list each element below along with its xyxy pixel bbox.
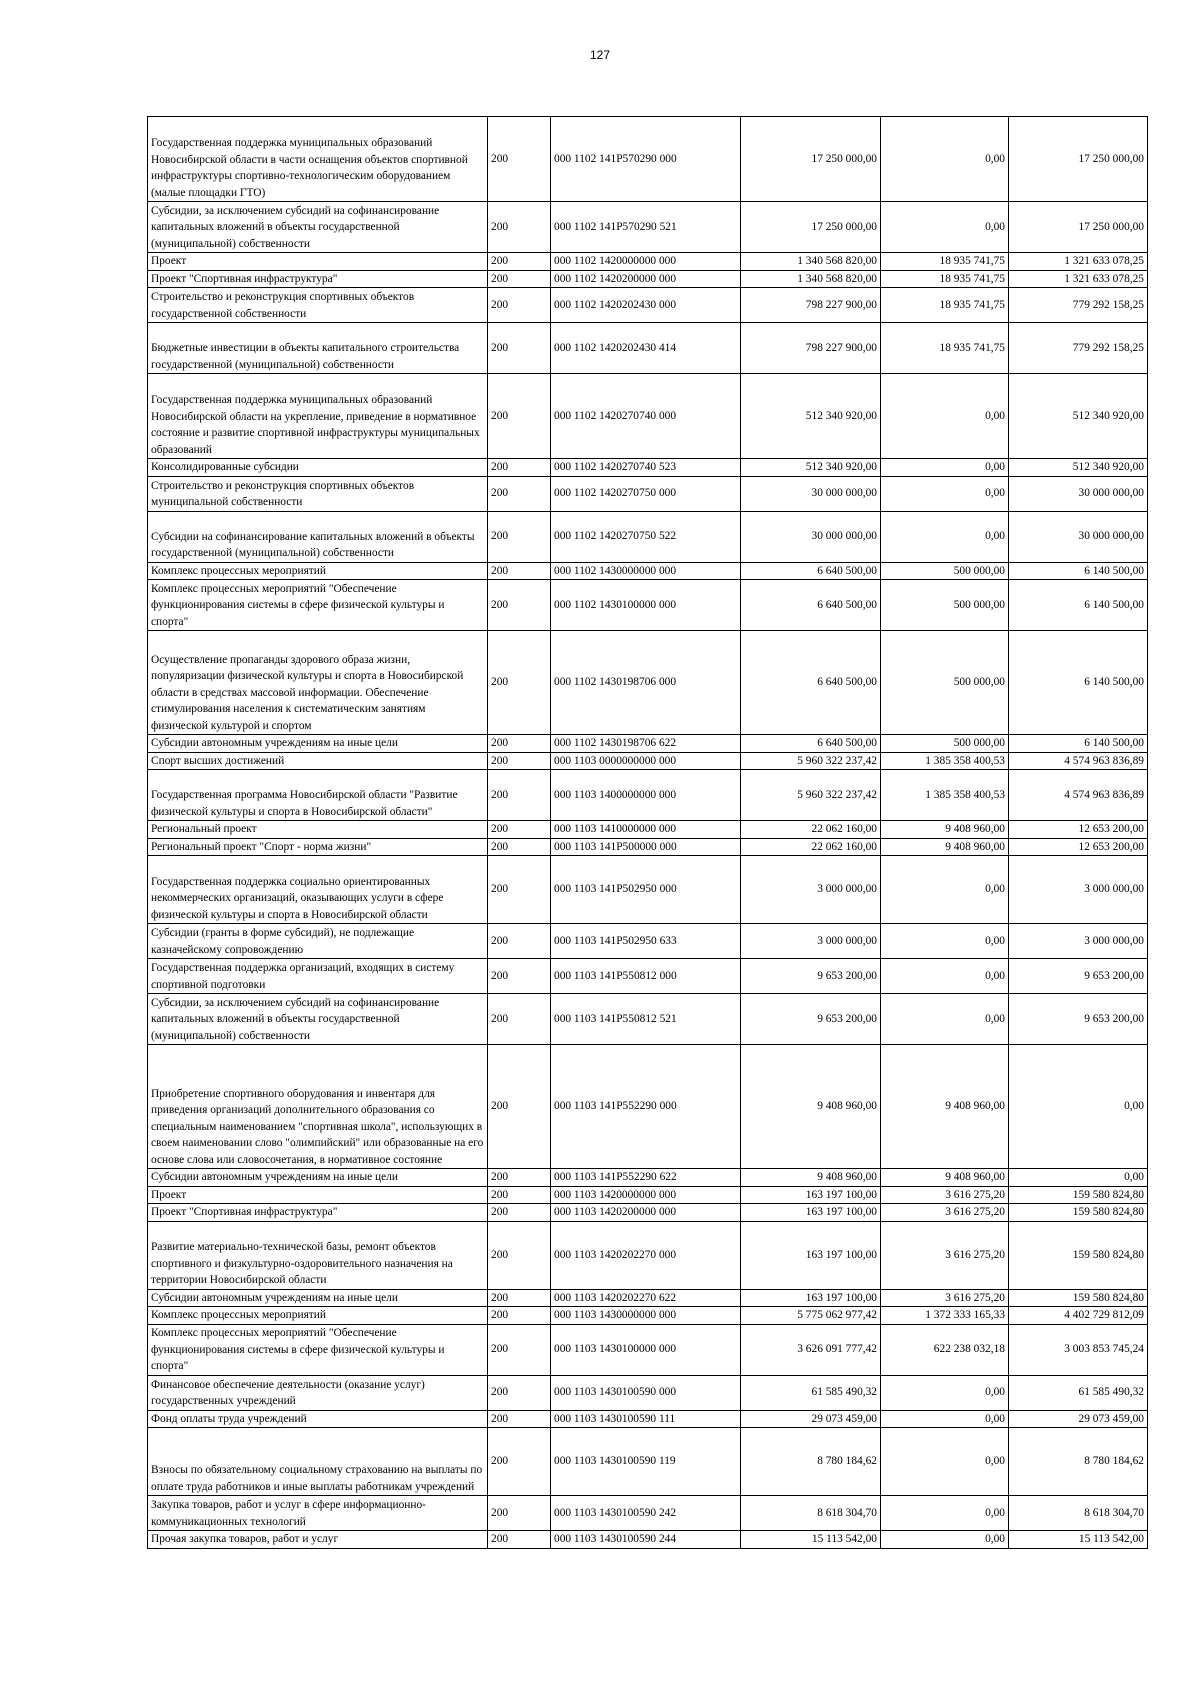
row-unexecuted-amount-cell: 12 653 200,00 xyxy=(1009,838,1148,856)
row-executed-amount-cell: 3 616 275,20 xyxy=(881,1204,1009,1222)
row-executed-amount-cell: 9 408 960,00 xyxy=(881,821,1009,839)
row-classification-code-cell: 000 1102 1420270750 522 xyxy=(551,511,741,562)
row-name-cell: Комплекс процессных мероприятий "Обеспечение функционирования системы в сфере физической культуры и спорта" xyxy=(148,580,488,631)
row-unexecuted-amount-cell: 1 321 633 078,25 xyxy=(1009,270,1148,288)
row-executed-amount-cell: 9 408 960,00 xyxy=(881,1169,1009,1187)
row-name-cell: Государственная поддержка муниципальных образований Новосибирской области на укрепление, приведение в нормативное состояние и развитие спортивной инфраструктуры муниципальных образований xyxy=(148,374,488,459)
row-name-cell: Проект "Спортивная инфраструктура" xyxy=(148,270,488,288)
row-unexecuted-amount-cell: 512 340 920,00 xyxy=(1009,374,1148,459)
row-name-cell: Государственная поддержка муниципальных образований Новосибирской области в части оснащения объектов спортивной инфраструктуры спортивно-технологическим оборудованием (малые площадки ГТО) xyxy=(148,117,488,202)
row-name-cell: Фонд оплаты труда учреждений xyxy=(148,1410,488,1428)
row-executed-amount-cell: 9 408 960,00 xyxy=(881,1045,1009,1169)
row-name-cell: Комплекс процессных мероприятий "Обеспечение функционирования системы в сфере физической культуры и спорта" xyxy=(148,1324,488,1375)
table-row xyxy=(148,752,1148,770)
row-name-cell: Субсидии автономным учреждениям на иные цели xyxy=(148,1169,488,1187)
row-executed-amount-cell: 0,00 xyxy=(881,1531,1009,1549)
row-name-cell: Строительство и реконструкция спортивных объектов государственной собственности xyxy=(148,288,488,323)
row-code-cell: 200 xyxy=(488,1221,551,1289)
row-unexecuted-amount-cell: 6 140 500,00 xyxy=(1009,580,1148,631)
table-row xyxy=(148,1186,1148,1204)
row-executed-amount-cell: 9 408 960,00 xyxy=(881,838,1009,856)
row-approved-amount-cell: 798 227 900,00 xyxy=(741,288,881,323)
row-executed-amount-cell: 3 616 275,20 xyxy=(881,1221,1009,1289)
row-code-cell: 200 xyxy=(488,323,551,374)
row-approved-amount-cell: 163 197 100,00 xyxy=(741,1204,881,1222)
table-row xyxy=(148,821,1148,839)
row-code-cell: 200 xyxy=(488,288,551,323)
row-executed-amount-cell: 0,00 xyxy=(881,1496,1009,1531)
row-approved-amount-cell: 163 197 100,00 xyxy=(741,1289,881,1307)
row-unexecuted-amount-cell: 779 292 158,25 xyxy=(1009,323,1148,374)
row-classification-code-cell: 000 1103 141P550812 521 xyxy=(551,994,741,1045)
row-code-cell: 200 xyxy=(488,1045,551,1169)
row-executed-amount-cell: 0,00 xyxy=(881,994,1009,1045)
row-executed-amount-cell: 500 000,00 xyxy=(881,735,1009,753)
table-row xyxy=(148,270,1148,288)
row-code-cell: 200 xyxy=(488,1169,551,1187)
row-executed-amount-cell: 0,00 xyxy=(881,117,1009,202)
row-name-cell: Региональный проект "Спорт - норма жизни" xyxy=(148,838,488,856)
row-unexecuted-amount-cell: 9 653 200,00 xyxy=(1009,959,1148,994)
row-classification-code-cell: 000 1103 1420202270 622 xyxy=(551,1289,741,1307)
row-approved-amount-cell: 30 000 000,00 xyxy=(741,511,881,562)
row-classification-code-cell: 000 1103 141P502950 000 xyxy=(551,856,741,924)
row-unexecuted-amount-cell: 159 580 824,80 xyxy=(1009,1289,1148,1307)
row-approved-amount-cell: 17 250 000,00 xyxy=(741,202,881,253)
row-name-cell: Субсидии, за исключением субсидий на софинансирование капитальных вложений в объекты государственной (муниципальной) собственности xyxy=(148,994,488,1045)
row-unexecuted-amount-cell: 159 580 824,80 xyxy=(1009,1186,1148,1204)
table-row xyxy=(148,1410,1148,1428)
row-classification-code-cell: 000 1103 1420000000 000 xyxy=(551,1186,741,1204)
table-row xyxy=(148,288,1148,323)
row-executed-amount-cell: 18 935 741,75 xyxy=(881,253,1009,271)
row-executed-amount-cell: 0,00 xyxy=(881,202,1009,253)
table-row xyxy=(148,1204,1148,1222)
table-row xyxy=(148,1496,1148,1531)
row-classification-code-cell: 000 1102 1420270750 000 xyxy=(551,476,741,511)
row-name-cell: Строительство и реконструкция спортивных объектов муниципальной собственности xyxy=(148,476,488,511)
row-classification-code-cell: 000 1102 1420000000 000 xyxy=(551,253,741,271)
row-executed-amount-cell: 3 616 275,20 xyxy=(881,1186,1009,1204)
row-classification-code-cell: 000 1102 1430100000 000 xyxy=(551,580,741,631)
row-code-cell: 200 xyxy=(488,253,551,271)
row-code-cell: 200 xyxy=(488,459,551,477)
table-row xyxy=(148,459,1148,477)
row-executed-amount-cell: 622 238 032,18 xyxy=(881,1324,1009,1375)
row-approved-amount-cell: 1 340 568 820,00 xyxy=(741,270,881,288)
row-code-cell: 200 xyxy=(488,856,551,924)
row-unexecuted-amount-cell: 1 321 633 078,25 xyxy=(1009,253,1148,271)
row-unexecuted-amount-cell: 4 574 963 836,89 xyxy=(1009,770,1148,821)
row-classification-code-cell: 000 1103 1430100590 119 xyxy=(551,1428,741,1496)
row-executed-amount-cell: 0,00 xyxy=(881,476,1009,511)
row-executed-amount-cell: 500 000,00 xyxy=(881,562,1009,580)
row-classification-code-cell: 000 1103 1430100590 000 xyxy=(551,1375,741,1410)
row-code-cell: 200 xyxy=(488,1324,551,1375)
page-number: 127 xyxy=(589,48,611,62)
row-name-cell: Закупка товаров, работ и услуг в сфере информационно-коммуникационных технологий xyxy=(148,1496,488,1531)
row-approved-amount-cell: 30 000 000,00 xyxy=(741,476,881,511)
table-row xyxy=(148,735,1148,753)
row-code-cell: 200 xyxy=(488,1410,551,1428)
row-code-cell: 200 xyxy=(488,1289,551,1307)
row-name-cell: Осуществление пропаганды здорового образа жизни, популяризации физической культуры и спорта в Новосибирской области в средствах массовой информации. Обеспечение стимулирования населения к систематическим занятиям физической культурой и спортом xyxy=(148,631,488,735)
row-code-cell: 200 xyxy=(488,838,551,856)
row-name-cell: Комплекс процессных мероприятий xyxy=(148,1307,488,1325)
row-unexecuted-amount-cell: 3 000 000,00 xyxy=(1009,924,1148,959)
row-name-cell: Государственная поддержка организаций, входящих в систему спортивной подготовки xyxy=(148,959,488,994)
row-executed-amount-cell: 0,00 xyxy=(881,959,1009,994)
row-approved-amount-cell: 9 653 200,00 xyxy=(741,959,881,994)
row-approved-amount-cell: 22 062 160,00 xyxy=(741,838,881,856)
table-row xyxy=(148,580,1148,631)
row-unexecuted-amount-cell: 159 580 824,80 xyxy=(1009,1204,1148,1222)
budget-table xyxy=(147,116,1148,1549)
row-approved-amount-cell: 6 640 500,00 xyxy=(741,580,881,631)
row-unexecuted-amount-cell: 6 140 500,00 xyxy=(1009,735,1148,753)
row-classification-code-cell: 000 1103 1430100590 244 xyxy=(551,1531,741,1549)
row-approved-amount-cell: 22 062 160,00 xyxy=(741,821,881,839)
row-code-cell: 200 xyxy=(488,959,551,994)
row-unexecuted-amount-cell: 61 585 490,32 xyxy=(1009,1375,1148,1410)
row-approved-amount-cell: 29 073 459,00 xyxy=(741,1410,881,1428)
row-code-cell: 200 xyxy=(488,270,551,288)
row-code-cell: 200 xyxy=(488,1307,551,1325)
table-row xyxy=(148,856,1148,924)
row-classification-code-cell: 000 1103 1420202270 000 xyxy=(551,1221,741,1289)
row-approved-amount-cell: 6 640 500,00 xyxy=(741,631,881,735)
row-name-cell: Взносы по обязательному социальному страхованию на выплаты по оплате труда работников и иные выплаты работникам учреждений xyxy=(148,1428,488,1496)
row-approved-amount-cell: 5 775 062 977,42 xyxy=(741,1307,881,1325)
row-unexecuted-amount-cell: 29 073 459,00 xyxy=(1009,1410,1148,1428)
row-executed-amount-cell: 500 000,00 xyxy=(881,631,1009,735)
table-row xyxy=(148,323,1148,374)
row-unexecuted-amount-cell: 4 574 963 836,89 xyxy=(1009,752,1148,770)
table-row xyxy=(148,202,1148,253)
row-approved-amount-cell: 512 340 920,00 xyxy=(741,374,881,459)
row-classification-code-cell: 000 1102 1420270740 523 xyxy=(551,459,741,477)
row-name-cell: Проект xyxy=(148,1186,488,1204)
row-unexecuted-amount-cell: 3 000 000,00 xyxy=(1009,856,1148,924)
row-approved-amount-cell: 6 640 500,00 xyxy=(741,562,881,580)
row-classification-code-cell: 000 1103 1410000000 000 xyxy=(551,821,741,839)
row-approved-amount-cell: 163 197 100,00 xyxy=(741,1221,881,1289)
row-classification-code-cell: 000 1103 141P502950 633 xyxy=(551,924,741,959)
table-row xyxy=(148,838,1148,856)
row-executed-amount-cell: 3 616 275,20 xyxy=(881,1289,1009,1307)
row-code-cell: 200 xyxy=(488,117,551,202)
row-classification-code-cell: 000 1102 1420270740 000 xyxy=(551,374,741,459)
row-classification-code-cell: 000 1103 141P552290 622 xyxy=(551,1169,741,1187)
row-unexecuted-amount-cell: 0,00 xyxy=(1009,1169,1148,1187)
row-classification-code-cell: 000 1103 1430100590 242 xyxy=(551,1496,741,1531)
row-code-cell: 200 xyxy=(488,752,551,770)
table-row xyxy=(148,1428,1148,1496)
row-classification-code-cell: 000 1102 1430000000 000 xyxy=(551,562,741,580)
row-unexecuted-amount-cell: 779 292 158,25 xyxy=(1009,288,1148,323)
row-name-cell: Проект "Спортивная инфраструктура" xyxy=(148,1204,488,1222)
row-classification-code-cell: 000 1103 1400000000 000 xyxy=(551,770,741,821)
row-name-cell: Государственная поддержка социально ориентированных некоммерческих организаций, оказывающих услуги в сфере физической культуры и спорта в Новосибирской области xyxy=(148,856,488,924)
row-executed-amount-cell: 0,00 xyxy=(881,374,1009,459)
row-code-cell: 200 xyxy=(488,924,551,959)
row-executed-amount-cell: 0,00 xyxy=(881,1410,1009,1428)
row-code-cell: 200 xyxy=(488,1186,551,1204)
row-classification-code-cell: 000 1102 1430198706 000 xyxy=(551,631,741,735)
row-unexecuted-amount-cell: 9 653 200,00 xyxy=(1009,994,1148,1045)
row-code-cell: 200 xyxy=(488,511,551,562)
row-approved-amount-cell: 15 113 542,00 xyxy=(741,1531,881,1549)
table-row xyxy=(148,1307,1148,1325)
row-classification-code-cell: 000 1103 1430000000 000 xyxy=(551,1307,741,1325)
table-row xyxy=(148,770,1148,821)
row-classification-code-cell: 000 1103 1420200000 000 xyxy=(551,1204,741,1222)
row-unexecuted-amount-cell: 15 113 542,00 xyxy=(1009,1531,1148,1549)
row-unexecuted-amount-cell: 6 140 500,00 xyxy=(1009,562,1148,580)
row-executed-amount-cell: 18 935 741,75 xyxy=(881,270,1009,288)
row-executed-amount-cell: 1 385 358 400,53 xyxy=(881,770,1009,821)
row-name-cell: Региональный проект xyxy=(148,821,488,839)
row-code-cell: 200 xyxy=(488,374,551,459)
row-approved-amount-cell: 9 653 200,00 xyxy=(741,994,881,1045)
table-row xyxy=(148,562,1148,580)
row-code-cell: 200 xyxy=(488,770,551,821)
row-approved-amount-cell: 5 960 322 237,42 xyxy=(741,752,881,770)
row-executed-amount-cell: 1 385 358 400,53 xyxy=(881,752,1009,770)
row-name-cell: Развитие материально-технической базы, ремонт объектов спортивного и физкультурно-оздоровительного назначения на территории Новосибирской области xyxy=(148,1221,488,1289)
budget-table-body xyxy=(148,117,1148,1549)
row-unexecuted-amount-cell: 3 003 853 745,24 xyxy=(1009,1324,1148,1375)
row-executed-amount-cell: 0,00 xyxy=(881,924,1009,959)
table-row xyxy=(148,374,1148,459)
row-classification-code-cell: 000 1103 141P500000 000 xyxy=(551,838,741,856)
row-classification-code-cell: 000 1102 141P570290 000 xyxy=(551,117,741,202)
row-code-cell: 200 xyxy=(488,580,551,631)
row-approved-amount-cell: 163 197 100,00 xyxy=(741,1186,881,1204)
row-classification-code-cell: 000 1103 0000000000 000 xyxy=(551,752,741,770)
row-unexecuted-amount-cell: 8 618 304,70 xyxy=(1009,1496,1148,1531)
row-classification-code-cell: 000 1102 141P570290 521 xyxy=(551,202,741,253)
row-code-cell: 200 xyxy=(488,1375,551,1410)
row-classification-code-cell: 000 1103 1430100000 000 xyxy=(551,1324,741,1375)
row-name-cell: Субсидии автономным учреждениям на иные цели xyxy=(148,735,488,753)
row-approved-amount-cell: 9 408 960,00 xyxy=(741,1169,881,1187)
row-code-cell: 200 xyxy=(488,1531,551,1549)
row-code-cell: 200 xyxy=(488,631,551,735)
row-name-cell: Приобретение спортивного оборудования и инвентаря для приведения организаций дополнительного образования со специальным наименованием "спортивная школа", использующих в своем наименовании слово "олимпийский" или образованные на его основе слова или словосочетания, в нормативное состояние xyxy=(148,1045,488,1169)
row-name-cell: Субсидии (гранты в форме субсидий), не подлежащие казначейскому сопровождению xyxy=(148,924,488,959)
row-name-cell: Проект xyxy=(148,253,488,271)
row-approved-amount-cell: 9 408 960,00 xyxy=(741,1045,881,1169)
row-executed-amount-cell: 0,00 xyxy=(881,511,1009,562)
table-row xyxy=(148,994,1148,1045)
table-row xyxy=(148,1169,1148,1187)
row-unexecuted-amount-cell: 0,00 xyxy=(1009,1045,1148,1169)
row-approved-amount-cell: 1 340 568 820,00 xyxy=(741,253,881,271)
row-approved-amount-cell: 8 780 184,62 xyxy=(741,1428,881,1496)
row-name-cell: Государственная программа Новосибирской области "Развитие физической культуры и спорта в Новосибирской области" xyxy=(148,770,488,821)
row-name-cell: Субсидии автономным учреждениям на иные цели xyxy=(148,1289,488,1307)
row-code-cell: 200 xyxy=(488,1428,551,1496)
table-row xyxy=(148,631,1148,735)
row-code-cell: 200 xyxy=(488,735,551,753)
row-code-cell: 200 xyxy=(488,476,551,511)
row-name-cell: Комплекс процессных мероприятий xyxy=(148,562,488,580)
table-row xyxy=(148,959,1148,994)
row-name-cell: Спорт высших достижений xyxy=(148,752,488,770)
row-approved-amount-cell: 798 227 900,00 xyxy=(741,323,881,374)
row-classification-code-cell: 000 1103 1430100590 111 xyxy=(551,1410,741,1428)
row-approved-amount-cell: 3 000 000,00 xyxy=(741,924,881,959)
row-name-cell: Субсидии на софинансирование капитальных вложений в объекты государственной (муниципальной) собственности xyxy=(148,511,488,562)
row-unexecuted-amount-cell: 4 402 729 812,09 xyxy=(1009,1307,1148,1325)
table-row xyxy=(148,1045,1148,1169)
row-code-cell: 200 xyxy=(488,1496,551,1531)
row-approved-amount-cell: 6 640 500,00 xyxy=(741,735,881,753)
row-executed-amount-cell: 18 935 741,75 xyxy=(881,323,1009,374)
row-unexecuted-amount-cell: 159 580 824,80 xyxy=(1009,1221,1148,1289)
row-executed-amount-cell: 0,00 xyxy=(881,459,1009,477)
row-code-cell: 200 xyxy=(488,202,551,253)
row-unexecuted-amount-cell: 17 250 000,00 xyxy=(1009,117,1148,202)
row-code-cell: 200 xyxy=(488,562,551,580)
row-unexecuted-amount-cell: 30 000 000,00 xyxy=(1009,511,1148,562)
row-approved-amount-cell: 3 000 000,00 xyxy=(741,856,881,924)
table-row xyxy=(148,511,1148,562)
row-approved-amount-cell: 8 618 304,70 xyxy=(741,1496,881,1531)
row-executed-amount-cell: 1 372 333 165,33 xyxy=(881,1307,1009,1325)
table-row xyxy=(148,924,1148,959)
row-approved-amount-cell: 17 250 000,00 xyxy=(741,117,881,202)
row-unexecuted-amount-cell: 6 140 500,00 xyxy=(1009,631,1148,735)
row-name-cell: Прочая закупка товаров, работ и услуг xyxy=(148,1531,488,1549)
table-row xyxy=(148,253,1148,271)
row-unexecuted-amount-cell: 8 780 184,62 xyxy=(1009,1428,1148,1496)
row-executed-amount-cell: 0,00 xyxy=(881,1375,1009,1410)
row-unexecuted-amount-cell: 17 250 000,00 xyxy=(1009,202,1148,253)
row-classification-code-cell: 000 1102 1420202430 414 xyxy=(551,323,741,374)
row-classification-code-cell: 000 1102 1430198706 622 xyxy=(551,735,741,753)
row-unexecuted-amount-cell: 30 000 000,00 xyxy=(1009,476,1148,511)
table-row xyxy=(148,1221,1148,1289)
row-name-cell: Консолидированные субсидии xyxy=(148,459,488,477)
table-row xyxy=(148,1375,1148,1410)
table-row xyxy=(148,1324,1148,1375)
row-code-cell: 200 xyxy=(488,1204,551,1222)
row-classification-code-cell: 000 1102 1420200000 000 xyxy=(551,270,741,288)
row-unexecuted-amount-cell: 12 653 200,00 xyxy=(1009,821,1148,839)
row-executed-amount-cell: 0,00 xyxy=(881,1428,1009,1496)
row-classification-code-cell: 000 1102 1420202430 000 xyxy=(551,288,741,323)
row-name-cell: Субсидии, за исключением субсидий на софинансирование капитальных вложений в объекты государственной (муниципальной) собственности xyxy=(148,202,488,253)
row-approved-amount-cell: 5 960 322 237,42 xyxy=(741,770,881,821)
row-unexecuted-amount-cell: 512 340 920,00 xyxy=(1009,459,1148,477)
row-classification-code-cell: 000 1103 141P552290 000 xyxy=(551,1045,741,1169)
row-approved-amount-cell: 512 340 920,00 xyxy=(741,459,881,477)
row-executed-amount-cell: 0,00 xyxy=(881,856,1009,924)
row-classification-code-cell: 000 1103 141P550812 000 xyxy=(551,959,741,994)
row-name-cell: Финансовое обеспечение деятельности (оказание услуг) государственных учреждений xyxy=(148,1375,488,1410)
table-row xyxy=(148,117,1148,202)
table-row xyxy=(148,476,1148,511)
row-code-cell: 200 xyxy=(488,821,551,839)
row-executed-amount-cell: 18 935 741,75 xyxy=(881,288,1009,323)
table-row xyxy=(148,1289,1148,1307)
row-approved-amount-cell: 3 626 091 777,42 xyxy=(741,1324,881,1375)
row-name-cell: Бюджетные инвестиции в объекты капитального строительства государственной (муниципальной) собственности xyxy=(148,323,488,374)
row-approved-amount-cell: 61 585 490,32 xyxy=(741,1375,881,1410)
row-executed-amount-cell: 500 000,00 xyxy=(881,580,1009,631)
table-row xyxy=(148,1531,1148,1549)
row-code-cell: 200 xyxy=(488,994,551,1045)
